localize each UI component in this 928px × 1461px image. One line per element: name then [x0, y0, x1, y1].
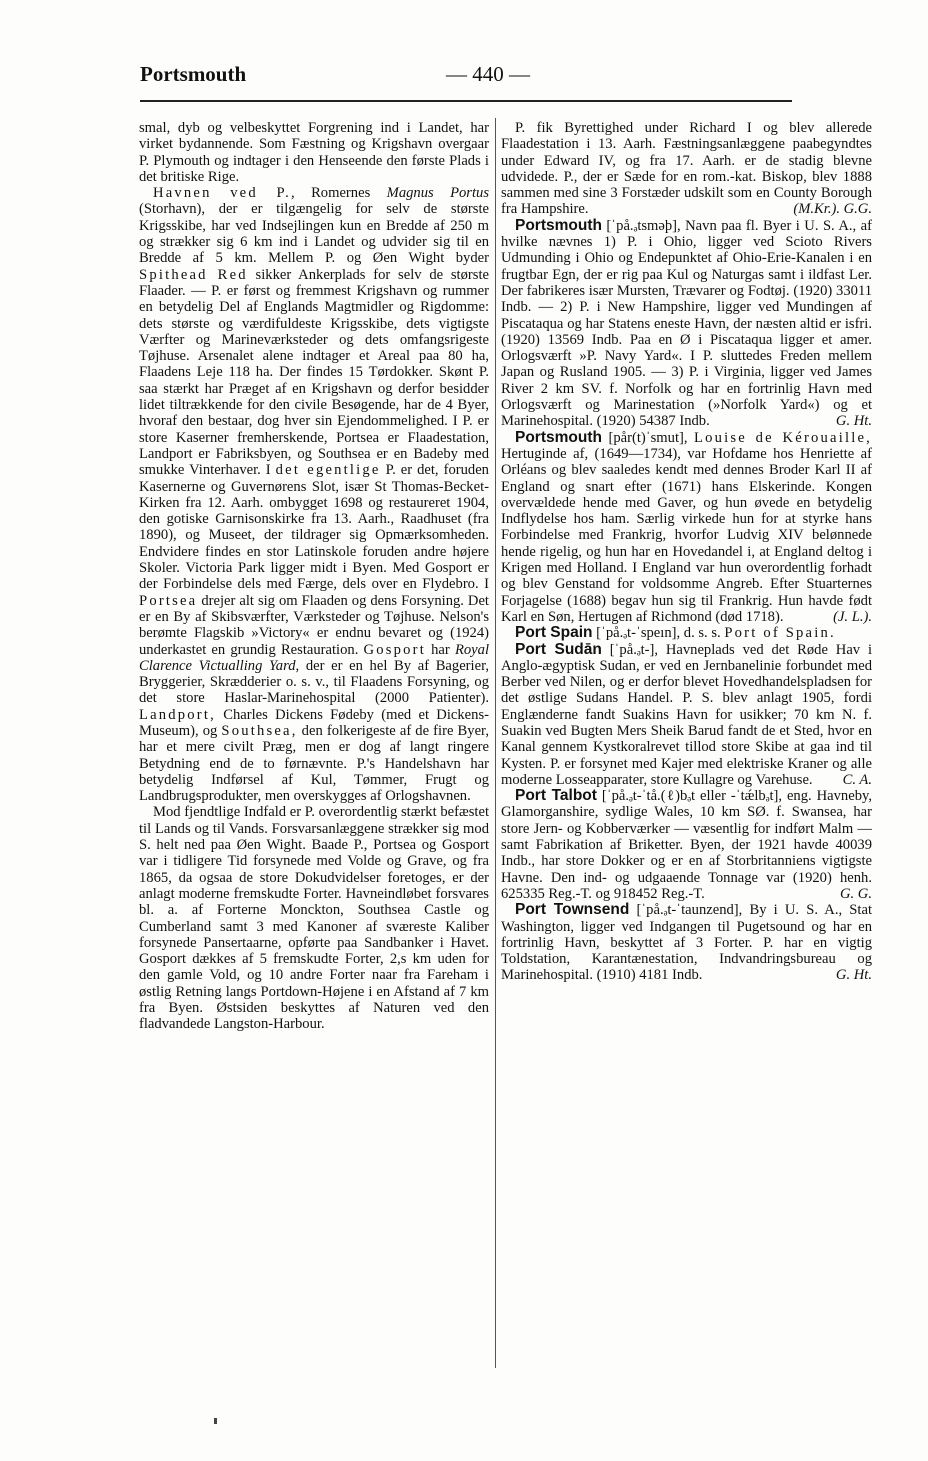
paragraph-continuation: smal, dyb og velbeskyttet Forgrening ind i Landet, har virket bydannende. Som Fæstning og Krigshavn overgaar P. Plymouth og indtager i den Henseende den første Plads i det britiske Rige.	[139, 120, 489, 185]
text-run: den folkerigeste af de fire Byer, har et mere civilt Præg, men er dog af langt ringere Betydning end de to førnævnte. P.'s Handelshavn har betydelig Indførsel af Kul, Tømmer, Frugt og Landbrugsprodukter, men overskygges af Orlogshavnen.	[139, 722, 489, 805]
text-run: (Storhavn), der er tilgængelig for selv de største Krigsskibe, har ved Indsejlingen kun en Bredde af 250 m og strækker sig 6 km ind i Landet og udvider sig til en Bredde af 5 km. Mellem P. og Øen Wight byder	[139, 201, 489, 267]
spaced-text: Port of Spain.	[724, 625, 836, 642]
spaced-text: Gosport	[363, 641, 426, 658]
headword: Portsmouth	[515, 216, 602, 234]
headword: Port Townsend	[515, 901, 630, 919]
text-run: , Romernes	[291, 185, 387, 202]
text-run: [ˈpå.ₔt-ˈtaunzend], By i U. S. A., Stat Washington, ligger ved Indgangen til Pugetsound og har en fortrinlig Havn, beskyttet af 3 Forter. P. har en vigtig Toldstation, Karantænestation, Indvandringsbureau og Marinehospital. (1910) 4181 Indb.	[501, 902, 873, 984]
entry-port-sudan	[501, 642, 872, 789]
text-run: [pår(t)ˈsmut],	[601, 429, 695, 446]
author-signature: G. Ht.	[835, 967, 872, 984]
headword: Port Spain	[515, 624, 593, 642]
headword: Portsmouth	[515, 428, 602, 446]
column-divider	[495, 118, 496, 1368]
text-run: sikker Ankerplads for selv de største Flaader. — P. er først og fremmest Krigshavn og rummer en betydelig Del af Englands Magtmidler og Rigdomme: dets største og værdifuldeste Krigsskibe, dets vigtigste Værfter og Marineværksteder og dets omfangsrigeste Tøjhuse. Arsenalet alene indtager et Areal paa 80 ha, Flaadens Leje 118 ha. Der findes 15 Tørdokker. Skønt P. saa stærkt har Præget af en Krigshavn og derfor besidder lidet tiltrækkende for den civile Besøgende, har de 4 Byer, hvoraf den bestaar, dog hver sin Ejendommelighed. I P. er store Kaserner fremherskende, Portsea er Flaadestation, Landport er Fabriksbyen, og Southsea er en Badeby med smukke Vinterhaver. I	[139, 266, 489, 479]
spaced-text: Landport,	[139, 706, 216, 723]
text-run: [ˈpå.ₔt-ˈspeın], d. s. s.	[592, 625, 725, 642]
text-run: [ˈpå.ₔtsməþ], Navn paa fl. Byer i U. S. A., af hvilke nævnes 1) P. i Ohio, ligger ved Scioto Rivers Udmunding i Ohio og Endepunktet af Ohio-Erie-Kanalen i en frugtbar Egn, der er rig paa Kul og Naturgas samt i ildfast Ler. Der fabrikeres især Mursten, Trævarer og Fodtøj. (1920) 33011 Indb. — 2) P. i New Hampshire, ligger ved Mundingen af Piscataqua og har Statens eneste Havn, der næsten altid er isfri. (1920) 13569 Indb. Paa en Ø i Piscataqua ligger et amer. Orlogsværft »P. Navy Yard«. I P. sluttedes Freden mellem Japan og Rusland 1905. — 3) P. i Virginia, ligger ved James River 2 km SV. f. Norfolk og har en fortrinlig Havn med Orlogsværft og Marinestation (»Norfolk Yard«) og et Marinehospital. (1920) 54387 Indb.	[501, 217, 872, 430]
text-run: [ˈpå.ₔt-], Havneplads ved det Røde Hav i Anglo-ægyptisk Sudan, er ved en Jernbanelinie forbundet med Berber ved Nilen, og er derfor blevet Hovedhandelspladsen for det østlige Sudans Handel. P. S. blev anlagt 1905, fordi Englænderne fandt Suakins Havn for usikker; 70 km N. f. Suakin ved Bugten Mers Sheik Barud fandt de et Sted, hvor en Kanal gennem Kystkoralrevet tillod store Skibe at gaa ind til Kysten. P. er forsynet med Kajer med elektriske Kraner og alle moderne Losseapparater, store Kullagre og Varehuse.	[501, 641, 872, 788]
author-signature: C. A.	[842, 771, 872, 788]
author-signature: (J. L.).	[833, 608, 872, 625]
spaced-text: Southsea,	[221, 722, 298, 739]
text-run: [ˈpå.ₔt-ˈtå.(ℓ)bₔt eller -ˈtǽlbₔt], eng. Havneby, Glamorganshire, sydlige Wales, 10 km SØ. f. Swansea, har store Jern- og Kobberværker — væsentlig for indført Malm — samt Fabrikation af Briketter. Byen, der 1921 havde 40039 Indb., har store Dokker og er en af Storbritanniens vigtigste Havne. Den ind- og udgaaende Tonnage var (1920) henh. 625335 Reg.-T. og 918452 Reg.-T.	[501, 788, 872, 902]
italic-text: Royal Clarence Victualling Yard	[139, 641, 489, 674]
text-run: Charles Dickens Fødeby (med et Dickens-Museum), og	[139, 706, 489, 739]
text-run: , der er en hel By af Bagerier, Bryggerier, Skrædderier o. s. v., til Flaadens Forsyning, og det store Haslar-Marinehospital (2000 Patienter).	[139, 657, 490, 707]
left-column	[139, 120, 489, 1033]
headword: Port Sudān	[515, 640, 602, 658]
entry-portsmouth-usa	[501, 218, 872, 430]
spaced-text: Spithead Red	[139, 266, 248, 283]
author-signature: G. Ht.	[835, 413, 872, 430]
author-signature: (M.Kr.). G.G.	[793, 201, 872, 218]
scan-speck	[214, 1418, 217, 1424]
header-rule	[140, 100, 792, 102]
entry-port-talbot	[501, 788, 872, 902]
page-header	[140, 62, 792, 92]
paragraph-history	[501, 120, 872, 218]
right-column	[501, 120, 872, 984]
running-head: Portsmouth	[140, 62, 247, 86]
spaced-text: Louise de Kérouaille,	[694, 429, 872, 446]
text-run: har	[425, 641, 455, 658]
text-run: P. fik Byrettighed under Richard I og blev allerede Flaadestation i 13. Aarh. Fæstningsanlæggene paabegyndtes under Edward IV, og fra 17. Aarh. er de stadig blevne udvidede. P., der er Sæde for en rom.-kat. Biskop, blev 1888 sammen med sine 3 Forstæder udskilt som en County Borough fra Hampshire.	[501, 120, 872, 218]
spaced-text: Portsea	[139, 592, 198, 609]
text-run: Hertuginde af, (1649—1734), var Hofdame hos Henriette af Orléans og blev saaledes kendt med dennes Broder Karl II af England og snart efter (1671) hans Elskerinde. Kongen overvældede hende med Gaver, og hun øvede en betydelig Indflydelse hos ham. Særlig virkede hun for at styrke hans Forbindelse med Frankrig, hvorfor Ludvig XIV belønnede hende rigelig, og hun har en Hovedandel i, at England deltog i Krigen med Holland. I England var hun overordentlig forhadt og blev Genstand for voldsomme Angreb. Efter Stuarternes Forjagelse (1688) begav hun sig til Frankrig. Hun havde født Karl en Søn, Hertugen af Richmond (død 1718).	[501, 445, 872, 625]
italic-text: Magnus Portus	[386, 185, 490, 202]
spaced-text: Havnen ved P.	[153, 185, 292, 202]
text-run: drejer alt sig om Flaaden og dens Forsyning. Det er en By af Skibsværfter, Værksteder og Tøjhuse. Nelson's berømte Flagskib »Victory« er endnu bevaret og (1924) underkastet en grundig Restauration.	[139, 592, 489, 658]
spaced-text: det egentlige	[275, 462, 381, 479]
entry-portsmouth-louise	[501, 430, 872, 626]
headword: Port Talbot	[515, 787, 597, 805]
entry-port-townsend	[501, 902, 872, 983]
paragraph-harbour	[139, 185, 489, 804]
text-run: P. er det, foruden Kasernerne og Guvernørens Slot, især St Thomas-Becket-Kirken fra 12. Aarh. ombygget 1698 og restaureret 1904, den gotiske Garnisonskirke fra 13. Aarh., Raadhuset (fra 1890), og Museet, der tildrager sig Opmærksomheden. Endvidere findes en stor Latinskole foruden andre højere Skoler. Victoria Park ligger midt i Byen. Med Gosport er der Forbindelse dels med Færge, dels over en Flydebro. I	[139, 462, 489, 593]
paragraph-defence: Mod fjendtlige Indfald er P. overordentlig stærkt befæstet til Lands og til Vands. Forsvarsanlæggene strækker sig mod S. helt ned paa Øen Wight. Baade P., Portsea og Gosport var i tidligere Tid forsynede med Volde og Grave, og fra 1865, da ogsaa de store Dokudvidelser foretoges, er der anlagt moderne fremskudte Forter. Havneindløbet forsvares bl. a. af Forterne Monckton, Southsea Castle og Cumberland samt 3 med Kanoner af sværeste Kaliber forsynede Pansertaarne, opførte paa Sandbanker i Havet. Gosport dækkes af 5 fremskudte Forter, 2,s km uden for den gamle Vold, og 10 andre Forter naar fra Fareham i østlig Retning langs Portdown-Højene i en Afstand af 7 km fra Byen. Østsiden beskyttes af Naturen ved den fladvandede Langston-Harbour.	[139, 804, 489, 1033]
entry-port-spain	[501, 625, 872, 641]
page-number: — 440 —	[446, 62, 530, 86]
author-signature: G. G.	[839, 885, 872, 902]
